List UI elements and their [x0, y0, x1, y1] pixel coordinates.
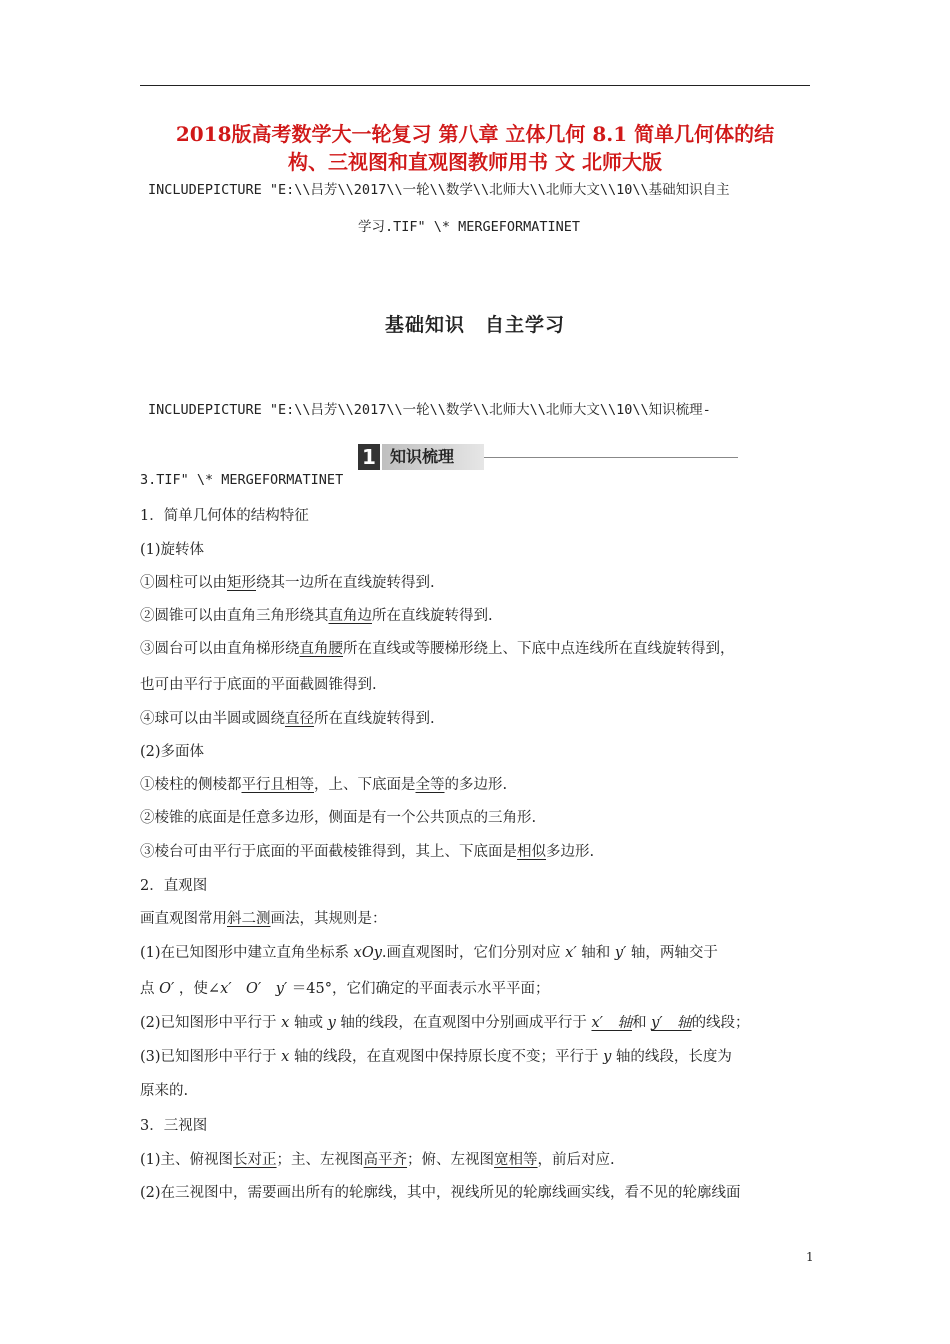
include-field-2-line-1: INCLUDEPICTURE "E:\\吕芳\\2017\\一轮\\数学\\北师大\\北师大文\\10\\知识梳理-	[148, 402, 711, 418]
document-title	[130, 120, 820, 176]
answer-blank: 斜二测	[227, 911, 271, 927]
include-field-1-line-1: INCLUDEPICTURE "E:\\吕芳\\2017\\一轮\\数学\\北师大\\北师大文\\10\\基础知识自主	[148, 182, 730, 198]
answer-blank: y′ 轴	[651, 1015, 692, 1031]
answer-blank: 平行且相等	[241, 777, 314, 793]
answer-blank: 直角边	[328, 608, 372, 624]
section-title: 基础知识 自主学习	[384, 314, 565, 336]
text-line: ③圆台可以由直角梯形绕直角腰所在直线或等腰梯形绕上、下底中点连线所在直线旋转得到，	[140, 641, 735, 657]
answer-blank: 长对正	[233, 1152, 277, 1168]
text-line: (1)在已知图形中建立直角坐标系 xOy.画直观图时，它们分别对应 x′ 轴和 y′ 轴，两轴交于	[140, 945, 718, 961]
text-line: (1)主、俯视图长对正；主、左视图高平齐；俯、左视图宽相等，前后对应.	[140, 1152, 615, 1168]
include-field-2-line-2: 3.TIF" \* MERGEFORMATINET	[140, 472, 344, 488]
heading-intuitive-view: 2．直观图	[140, 878, 208, 894]
text-line: 画直观图常用斜二测画法，其规则是：	[140, 911, 387, 927]
subheading-rotation-solids: (1)旋转体	[140, 542, 205, 558]
answer-blank: 直角腰	[299, 641, 343, 657]
text-line: 也可由平行于底面的平面截圆锥得到.	[140, 677, 377, 693]
banner-number: 1	[358, 444, 380, 470]
heading-structure: 1．简单几何体的结构特征	[140, 508, 309, 524]
title-line-1: 2018版高考数学大一轮复习 第八章 立体几何 8.1 简单几何体的结	[175, 122, 775, 146]
banner-rule	[484, 457, 738, 458]
include-field-1-line-2: 学习.TIF" \* MERGEFORMATINET	[358, 219, 581, 235]
answer-blank: 矩形	[227, 575, 256, 591]
banner-label: 知识梳理	[382, 444, 484, 470]
header-rule	[140, 85, 810, 86]
text-line: ①圆柱可以由矩形绕其一边所在直线旋转得到.	[140, 575, 435, 591]
heading-three-views: 3．三视图	[140, 1118, 208, 1134]
text-line: 原来的.	[140, 1083, 189, 1099]
answer-blank: 高平齐	[363, 1152, 408, 1168]
subheading-polyhedra: (2)多面体	[140, 744, 205, 760]
answer-blank: 直径	[285, 711, 314, 727]
text-line: ③棱台可由平行于底面的平面截棱锥得到，其上、下底面是相似多边形.	[140, 844, 595, 860]
answer-blank: x′ 轴	[591, 1015, 632, 1031]
text-line: (2)在三视图中，需要画出所有的轮廓线，其中，视线所见的轮廓线画实线，看不见的轮廓线面	[140, 1185, 741, 1201]
text-line: (2)已知图形中平行于 x 轴或 y 轴的线段，在直观图中分别画成平行于 x′ 轴和 y′ 轴的线段；	[140, 1015, 750, 1031]
knowledge-banner	[358, 444, 738, 470]
text-line: 点 O′ ，使∠x′ O′ y′ ＝45°，它们确定的平面表示水平平面；	[140, 981, 550, 997]
answer-blank: 宽相等	[494, 1152, 538, 1168]
text-line: ④球可以由半圆或圆绕直径所在直线旋转得到.	[140, 711, 435, 727]
text-line: ②棱锥的底面是任意多边形，侧面是有一个公共顶点的三角形.	[140, 810, 537, 826]
answer-blank: 全等	[415, 777, 445, 793]
text-line: ②圆锥可以由直角三角形绕其直角边所在直线旋转得到.	[140, 608, 493, 624]
text-line: (3)已知图形中平行于 x 轴的线段，在直观图中保持原长度不变；平行于 y 轴的线段，长度为	[140, 1049, 732, 1065]
text-line: ①棱柱的侧棱都平行且相等，上、下底面是全等的多边形.	[140, 777, 508, 793]
answer-blank: 相似	[517, 844, 546, 860]
page-number: 1	[806, 1250, 814, 1264]
title-line-2: 构、三视图和直观图教师用书 文 北师大版	[288, 150, 662, 174]
